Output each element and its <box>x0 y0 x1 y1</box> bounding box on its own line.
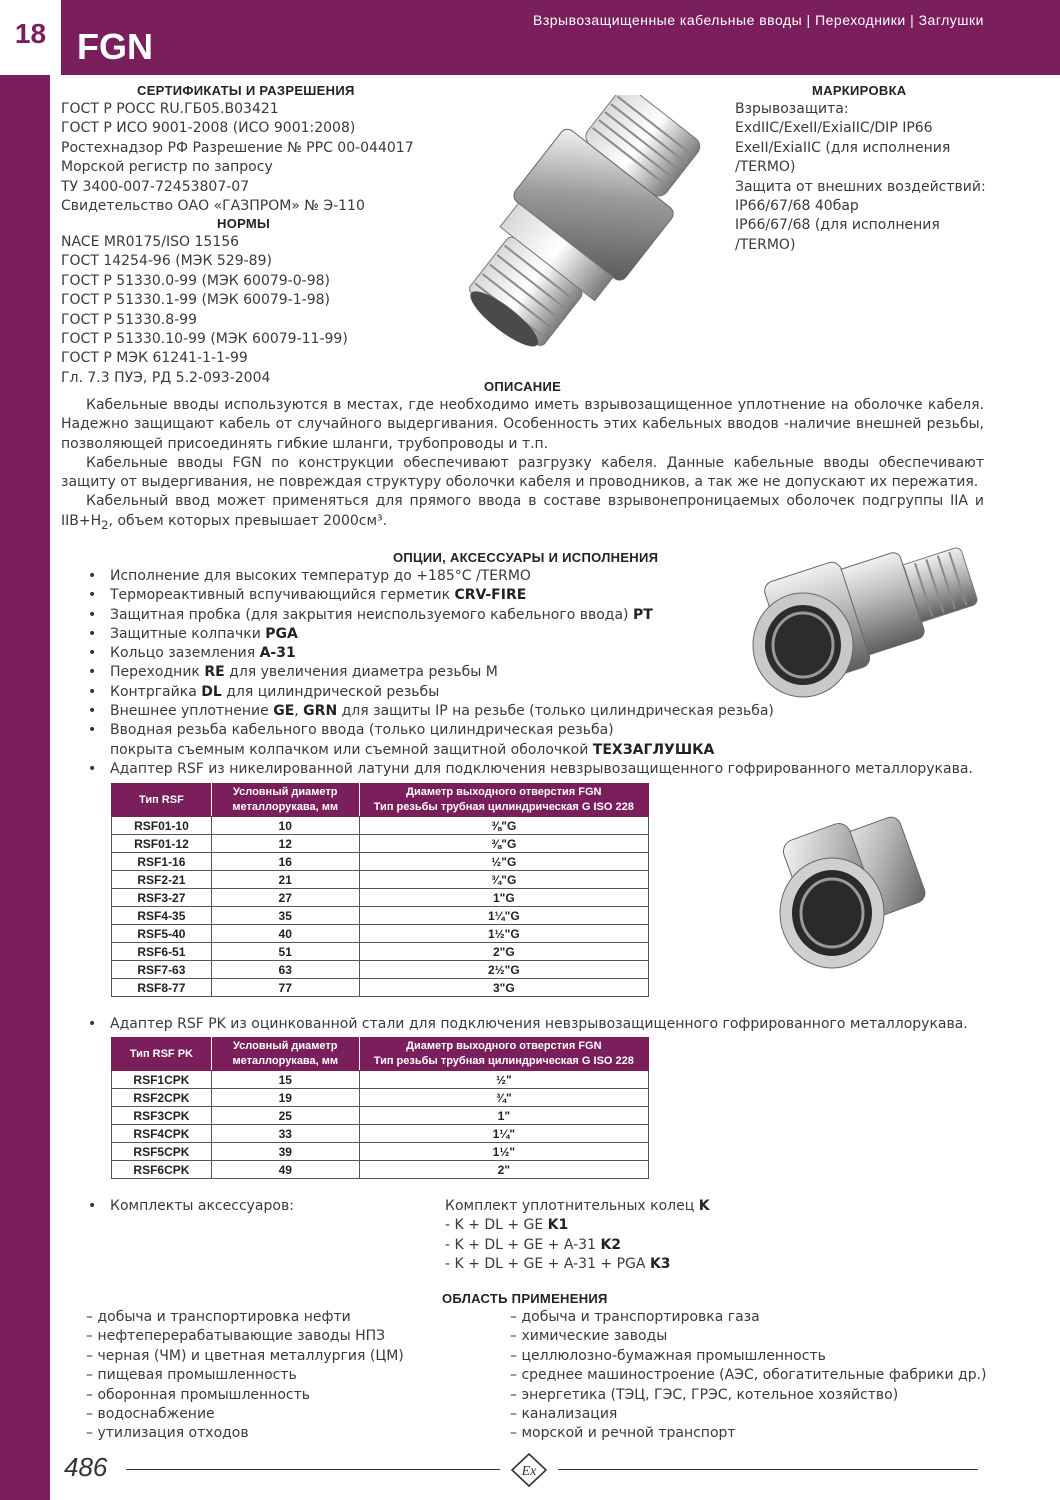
list-item: – канализация <box>510 1406 618 1423</box>
table-row: RSF3-27 27 1"G <box>112 889 649 907</box>
list-item: – целлюлозно-бумажная промышленность <box>510 1347 826 1364</box>
page-title: FGN <box>77 26 153 67</box>
kit-line: - K + DL + GE + A-31 + PGA K3 <box>445 1256 671 1273</box>
table-row: RSF1CPK 15 ½" <box>112 1071 649 1089</box>
kit-line: - K + DL + GE + A-31 K2 <box>445 1236 622 1253</box>
rsf-table <box>111 783 649 997</box>
list-item: – водоснабжение <box>86 1406 215 1423</box>
table-row: RSF6CPK 49 2" <box>112 1161 649 1179</box>
list-item: • Внешнее уплотнение GE, GRN для защиты IP на резьбе (только цилиндрическая резьба) <box>88 702 973 721</box>
header-bar <box>61 0 1060 75</box>
list-item: • Защитная пробка (для закрытия неиспользуемого кабельного ввода) PT <box>88 606 973 625</box>
table-row: RSF2-21 21 ¾"G <box>112 871 649 889</box>
marking-line: ExeII/ExiaIIC (для исполнения <box>735 139 951 156</box>
table-row: RSF4CPK 33 1¼" <box>112 1125 649 1143</box>
table-row: RSF3CPK 25 1" <box>112 1107 649 1125</box>
list-item: • Комплекты аксессуаров: <box>88 1197 294 1216</box>
marking-line: ExdIIC/ExeII/ExiaIIC/DIP IP66 <box>735 120 933 137</box>
kits-label <box>88 1197 294 1216</box>
table-row: RSF8-77 77 3"G <box>112 979 649 997</box>
list-item: – черная (ЧМ) и цветная металлургия (ЦМ) <box>86 1347 404 1364</box>
cert-line: ТУ 3400-007-72453807-07 <box>61 178 250 195</box>
list-item: • Контргайка DL для цилиндрической резьбы <box>88 683 973 702</box>
list-item: • Исполнение для высоких температур до +185°С /TERMO <box>88 567 973 586</box>
page-number-box <box>0 0 61 75</box>
applications-right <box>510 1308 987 1444</box>
table-header: Диаметр выходного отверстия FGN Тип резьбы трубная цилиндрическая G ISO 228 <box>359 784 648 817</box>
product-photo-rsf-adapter <box>738 530 988 705</box>
sidebar-stripe <box>0 75 50 1500</box>
rsfpk-intro <box>88 1015 968 1034</box>
norms-list <box>61 233 348 388</box>
list-item: – утилизация отходов <box>86 1425 249 1442</box>
table-header: Диаметр выходного отверстия FGN Тип резьбы трубная цилиндрическая G ISO 228 <box>359 1038 648 1071</box>
marking-line: IP66/67/68 (для исполнения <box>735 217 940 234</box>
list-item: • Адаптер RSF PK из оцинкованной стали для подключения невзрывозащищенного гофрированного металлорукава. <box>88 1015 968 1034</box>
marking-line: Защита от внешних воздействий: <box>735 178 986 195</box>
norm-line: ГОСТ Р 51330.10-99 (МЭК 60079-11-99) <box>61 331 348 348</box>
marking-list <box>735 100 986 255</box>
cert-line: Свидетельство ОАО «ГАЗПРОМ» № Э-110 <box>61 198 365 215</box>
description-text <box>61 396 984 535</box>
table-header: Условный диаметр металлорукава, мм <box>211 1038 359 1071</box>
product-photo-rsf-pk-adapter <box>760 805 935 980</box>
rsfpk-table <box>111 1037 649 1179</box>
kit-line: - K + DL + GE K1 <box>445 1217 569 1234</box>
applications-left <box>86 1308 404 1444</box>
certificates-list <box>61 100 414 216</box>
list-item: • Вводная резьба кабельного ввода (только цилиндрическая резьба) покрыта съемным колпачком или съемной защитной оболочкой ТЕХЗАГЛУШКА <box>88 721 973 760</box>
list-item: – химические заводы <box>510 1328 668 1345</box>
applications-heading: ОБЛАСТЬ ПРИМЕНЕНИЯ <box>442 1291 608 1306</box>
list-item: – пищевая промышленность <box>86 1367 297 1384</box>
list-item: – энергетика (ТЭЦ, ГЭС, ГРЭС, котельное хозяйство) <box>510 1386 899 1403</box>
product-photo-cable-gland <box>435 95 725 350</box>
table-row: RSF6-51 51 2"G <box>112 943 649 961</box>
list-item: – добыча и транспортировка нефти <box>86 1309 351 1325</box>
list-item: – нефтеперерабатывающие заводы НПЗ <box>86 1328 386 1345</box>
list-item: • Защитные колпачки PGA <box>88 625 973 644</box>
list-item: – добыча и транспортировка газа <box>510 1309 760 1325</box>
table-row: RSF2CPK 19 ¾" <box>112 1089 649 1107</box>
norm-line: Гл. 7.3 ПУЭ, РД 5.2-093-2004 <box>61 369 271 386</box>
svg-text:Ex: Ex <box>521 1464 537 1479</box>
norm-line: ГОСТ Р МЭК 61241-1-1-99 <box>61 350 248 367</box>
list-item: • Адаптер RSF из никелированной латуни для подключения невзрывозащищенного гофрированного металлорукава. <box>88 760 973 779</box>
ex-logo-icon <box>510 1452 548 1488</box>
table-header: Условный диаметр металлорукава, мм <box>211 784 359 817</box>
norm-line: ГОСТ Р 51330.0-99 (МЭК 60079-0-98) <box>61 272 330 289</box>
footer-page-number: 486 <box>64 1452 108 1482</box>
description-paragraph: Кабельные вводы используются в местах, где необходимо иметь взрывозащищенное уплотнение на оболочке кабеля. Надежно защищают кабель от случайного выдергивания. Особенность этих кабельных вводов -наличие внешней резьбы, позволяющей присоединять гибкие шланги, трубопроводы и т.п. <box>61 397 984 452</box>
marking-line: /TERMO) <box>735 159 796 176</box>
kits-list <box>445 1197 710 1275</box>
table-row: RSF01-12 12 ⅜"G <box>112 835 649 853</box>
list-item: • Переходник RE для увеличения диаметра резьбы М <box>88 663 973 682</box>
list-item: – среднее машиностроение (АЭС, обогатительные фабрики др.) <box>510 1367 987 1384</box>
table-row: RSF1-16 16 ½"G <box>112 853 649 871</box>
cert-line: ГОСТ Р ИСО 9001-2008 (ИСО 9001:2008) <box>61 120 356 137</box>
cert-line: ГОСТ Р РОСС RU.ГБ05.В03421 <box>61 101 279 117</box>
norm-line: ГОСТ 14254-96 (МЭК 529-89) <box>61 253 272 270</box>
certificates-heading: СЕРТИФИКАТЫ И РАЗРЕШЕНИЯ <box>137 83 355 98</box>
table-row: RSF5-40 40 1½"G <box>112 925 649 943</box>
norms-heading: НОРМЫ <box>217 216 271 231</box>
footer-divider <box>126 1469 500 1470</box>
marking-heading: МАРКИРОВКА <box>812 83 907 98</box>
options-heading: ОПЦИИ, АКСЕССУАРЫ И ИСПОЛНЕНИЯ <box>393 550 659 565</box>
description-paragraph: Кабельный ввод может применяться для прямого ввода в составе взрывонепроницаемых оболочек подгруппы IIA и $IIB+H_2$, объем которых превышает 2000см³. <box>61 493 984 532</box>
list-item: – оборонная промышленность <box>86 1386 310 1403</box>
table-header: Тип RSF <box>112 784 212 817</box>
list-item: – морской и речной транспорт <box>510 1425 736 1442</box>
marking-line: IP66/67/68 40бар <box>735 198 859 215</box>
table-row: RSF4-35 35 1¼"G <box>112 907 649 925</box>
marking-line: /TERMO) <box>735 236 796 253</box>
table-row: RSF01-10 10 ⅜"G <box>112 817 649 835</box>
norm-line: ГОСТ Р 51330.1-99 (МЭК 60079-1-98) <box>61 292 330 309</box>
kit-line: Комплект уплотнительных колец K <box>445 1198 710 1214</box>
table-header: Тип RSF PK <box>112 1038 212 1071</box>
breadcrumb: Взрывозащищенные кабельные вводы | Переходники | Заглушки <box>533 12 984 28</box>
cert-line: Ростехнадзор РФ Разрешение № РРС 00-044017 <box>61 139 414 156</box>
list-item: • Термореактивный вспучивающийся герметик CRV-FIRE <box>88 586 973 605</box>
table-row: RSF5CPK 39 1½" <box>112 1143 649 1161</box>
footer-divider <box>558 1469 978 1470</box>
norm-line: NACE MR0175/ISO 15156 <box>61 234 240 250</box>
description-heading: ОПИСАНИЕ <box>484 379 562 394</box>
cert-line: Морской регистр по запросу <box>61 159 273 176</box>
list-item: • Кольцо заземления A-31 <box>88 644 973 663</box>
marking-line: Взрывозащита: <box>735 101 849 117</box>
description-paragraph: Кабельные вводы FGN по конструкции обеспечивают разгрузку кабеля. Данные кабельные вводы обеспечивают защиту от выдергивания, не повреждая структуру оболочки кабеля и проводников, а так же не допускают их пережатия. <box>61 454 984 491</box>
norm-line: ГОСТ Р 51330.8-99 <box>61 311 197 328</box>
table-row: RSF7-63 63 2½"G <box>112 961 649 979</box>
section-number: 18 <box>14 18 47 49</box>
